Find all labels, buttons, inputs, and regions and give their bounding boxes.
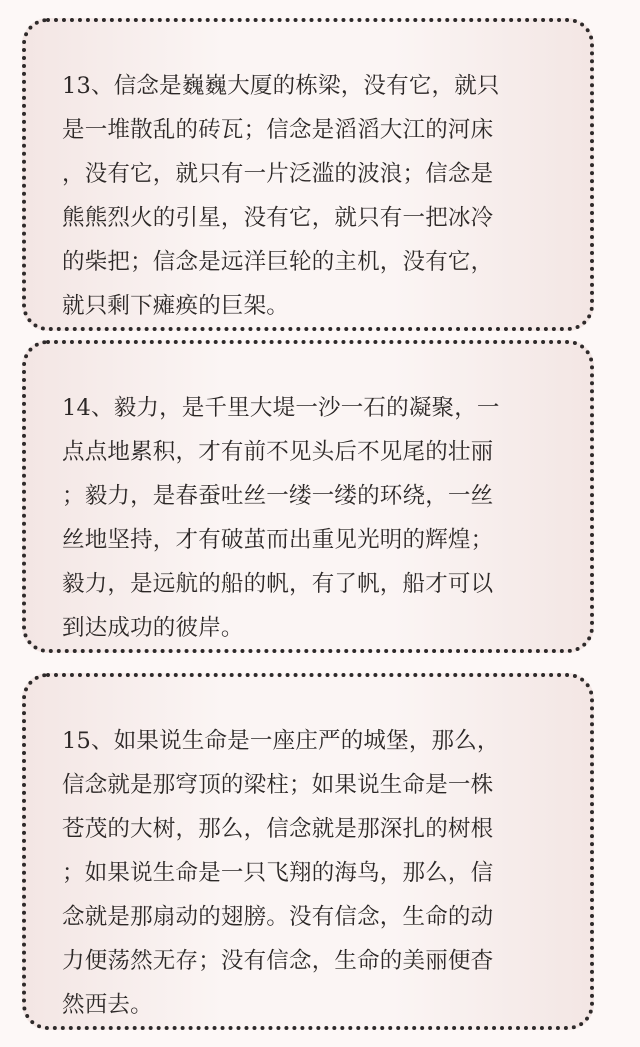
- quote-line: 毅力，是远航的船的帆，有了帆，船才可以: [62, 571, 494, 597]
- quote-text-14: [62, 386, 574, 650]
- quote-line: 就只剩下瘫痪的巨架。: [62, 293, 290, 319]
- quote-line: 是一堆散乱的砖瓦；信念是滔滔大江的河床: [62, 117, 494, 143]
- quote-line: ；如果说生命是一只飞翔的海鸟，那么，信: [62, 860, 494, 886]
- quote-line: 点点地累积，才有前不见头后不见尾的壮丽: [62, 439, 494, 465]
- quote-line: 15、如果说生命是一座庄严的城堡，那么，: [62, 728, 500, 754]
- quote-line: ；毅力，是春蚕吐丝一缕一缕的环绕，一丝: [62, 483, 494, 509]
- quote-line: 到达成功的彼岸。: [62, 615, 244, 641]
- quote-card-13: [22, 18, 594, 331]
- quote-card-14: [22, 340, 594, 653]
- quote-line: 13、信念是巍巍大厦的栋梁，没有它，就只: [62, 73, 500, 99]
- quote-line: 念就是那扇动的翅膀。没有信念，生命的动: [62, 904, 494, 930]
- quote-line: ，没有它，就只有一片泛滥的波浪；信念是: [62, 161, 494, 187]
- quote-line: 熊熊烈火的引星，没有它，就只有一把冰冷: [62, 205, 494, 231]
- quote-line: 14、毅力，是千里大堤一沙一石的凝聚，一: [62, 395, 500, 421]
- quote-text-13: [62, 64, 574, 328]
- quote-line: 苍茂的大树，那么，信念就是那深扎的树根: [62, 816, 494, 842]
- quote-line: 丝地坚持，才有破茧而出重见光明的辉煌；: [62, 527, 494, 553]
- quote-line: 然西去。: [62, 992, 153, 1018]
- quote-card-15: [22, 673, 594, 1030]
- quote-text-15: [62, 719, 574, 1027]
- quote-line: 信念就是那穹顶的梁柱；如果说生命是一株: [62, 772, 494, 798]
- quote-line: 的柴把；信念是远洋巨轮的主机，没有它，: [62, 249, 494, 275]
- quote-line: 力便荡然无存；没有信念，生命的美丽便杳: [62, 948, 494, 974]
